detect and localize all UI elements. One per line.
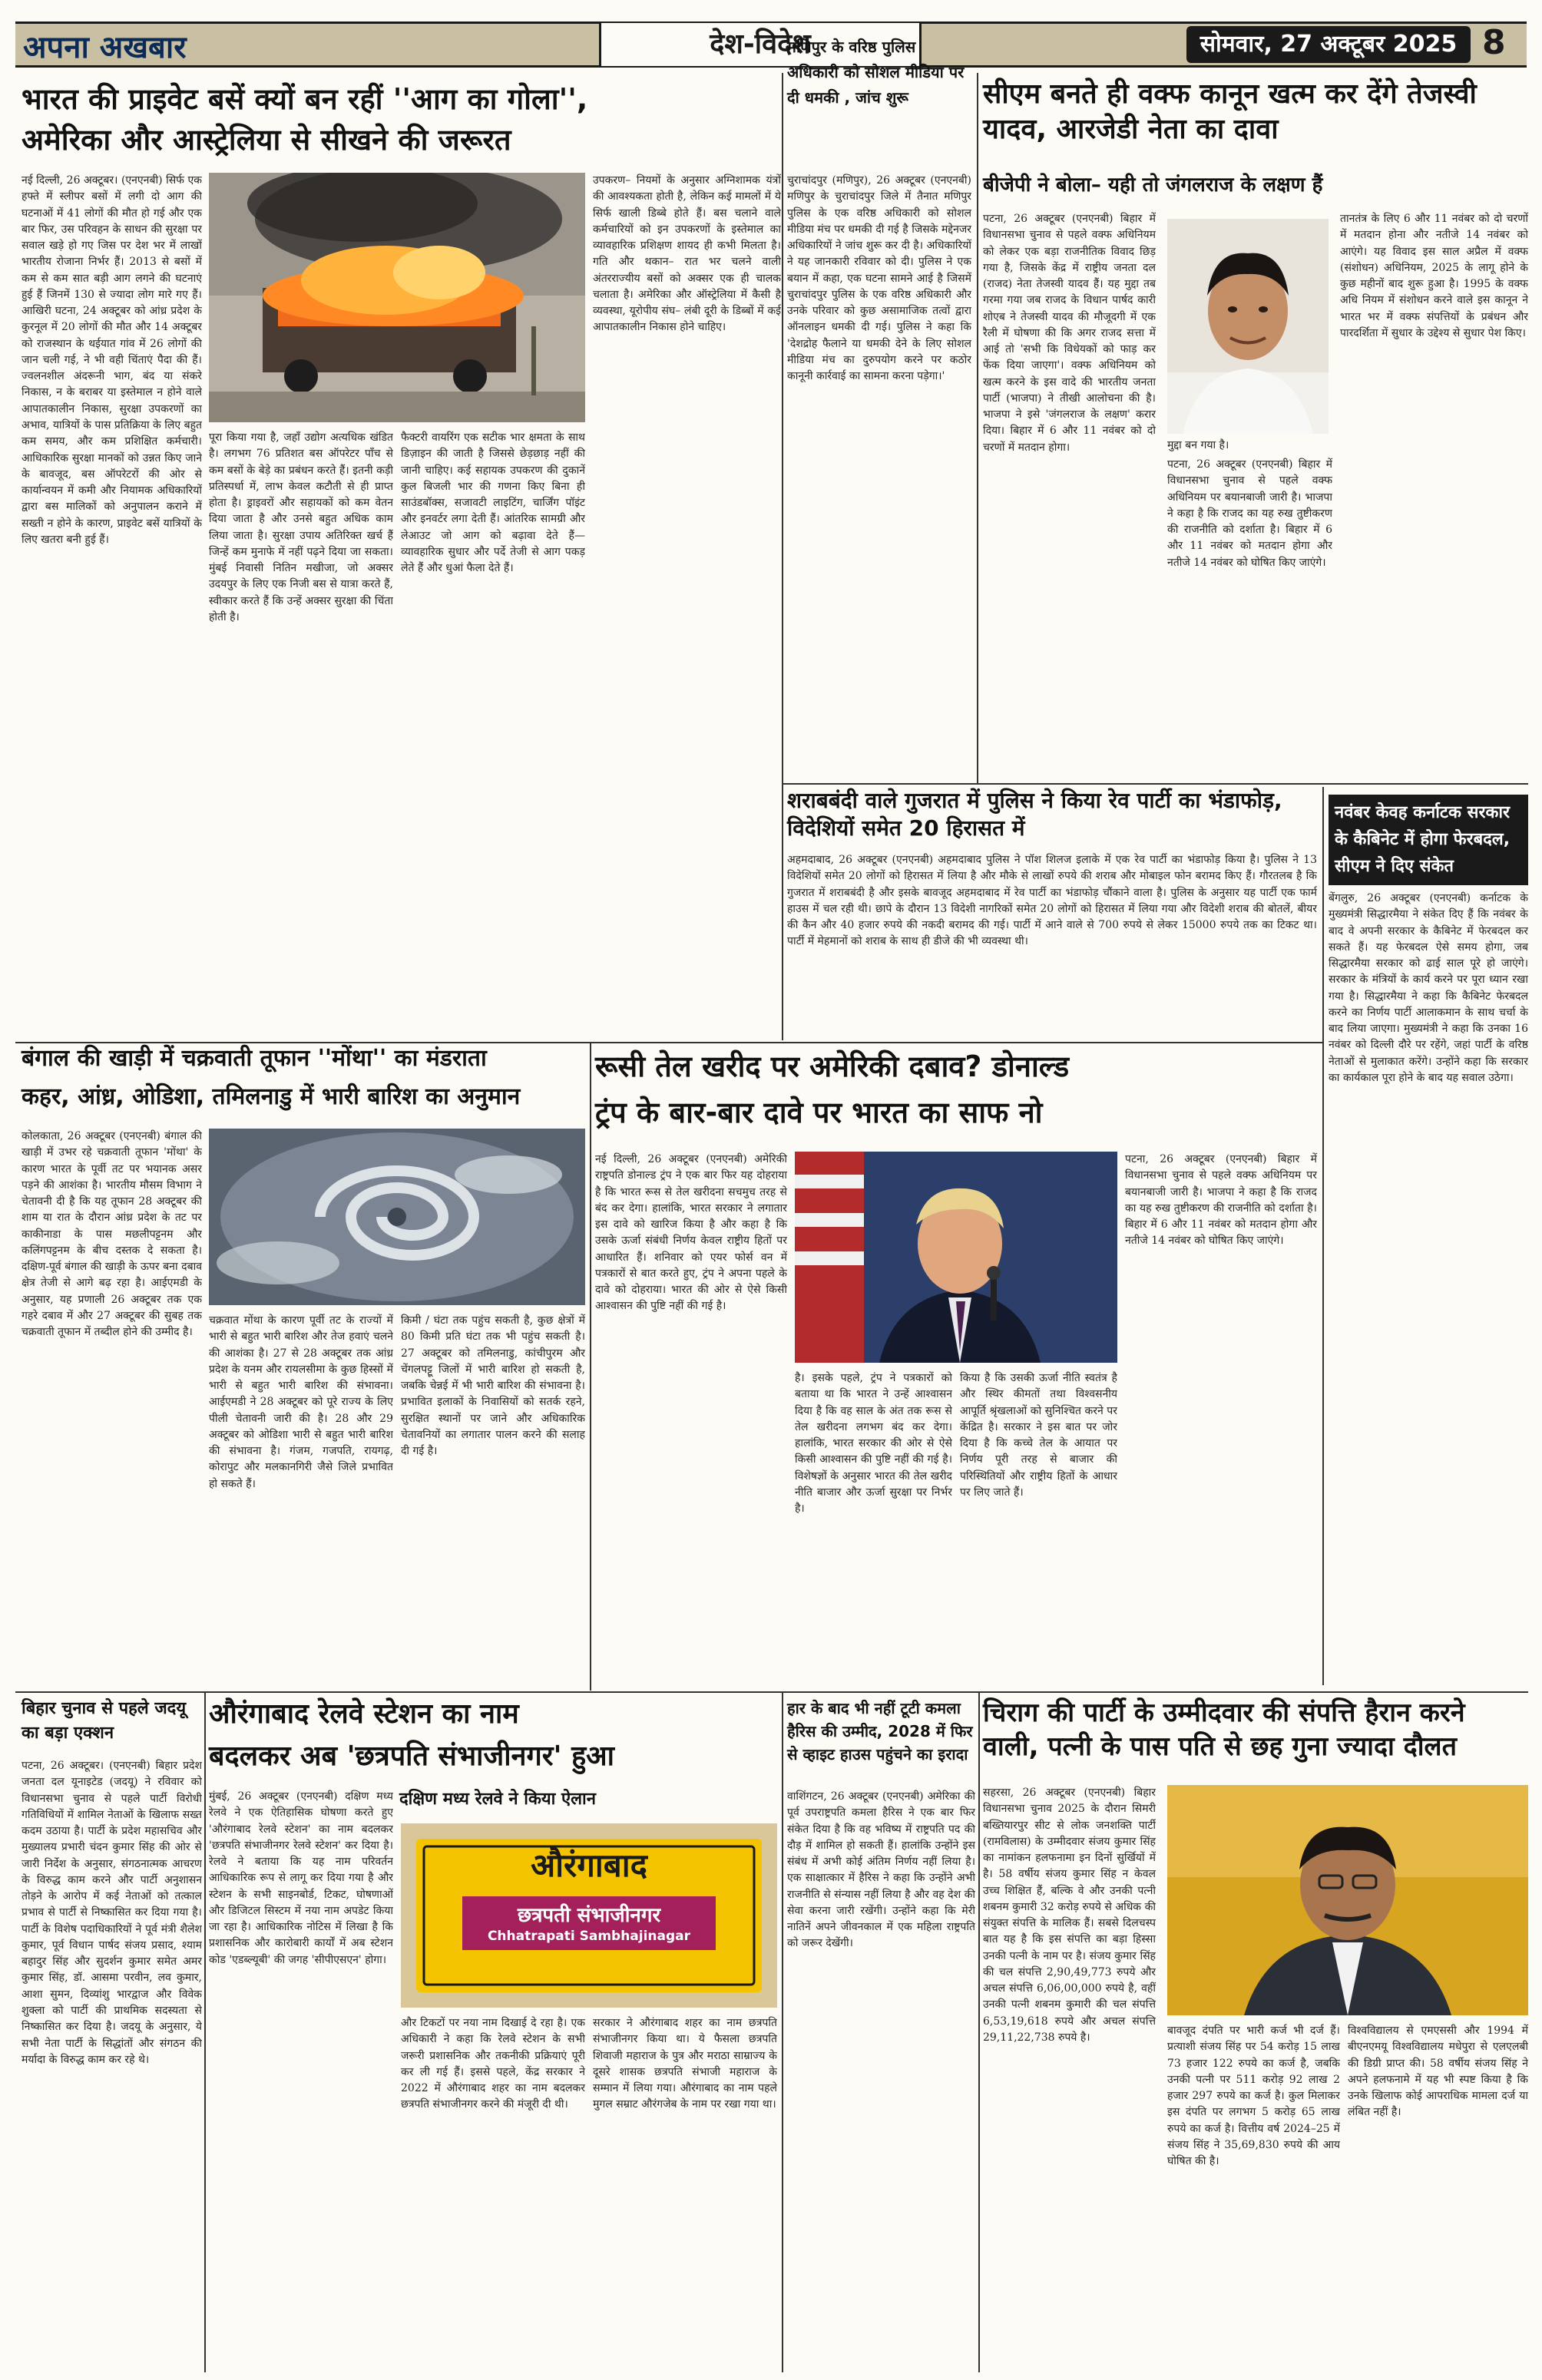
section-rule: [15, 1042, 591, 1043]
column-rule: [204, 1693, 206, 2372]
tejashwi-photo: [1167, 219, 1329, 434]
column-rule: [1322, 787, 1324, 1685]
article-russian-oil-body: नई दिल्ली, 26 अक्टूबर (एनएनबी) अमेरिकी राष्ट्रपति डोनाल्ड ट्रंप ने एक बार फिर यह दोहराया है कि भारत रूस से तेल खरीदना सचमुच तरह से बंद कर देगा। हालांकि, भारत सरकार ने लगातार इस दावे को खारिज किया है और कहा है कि उसके ऊर्जा संबंधी निर्णय केवल राष्ट्रीय हितों पर आधारित हैं। शनिवार को एयर फोर्स वन में पत्रकारों से बात करते हुए, ट्रंप ने अपना पहले के दावे को दोहराया। भारत की ओर से ऐसे किसी आश्वासन की पुष्टि नहीं की गई है।: [595, 1153, 787, 1313]
article-russian-oil-body-col2: है। इसके पहले, ट्रंप ने पत्रकारों को बताया था कि भारत ने उन्हें आश्वासन दिया है कि वह साल के अंत तक रूस से तेल खरीदना लगभग बंद कर देगा। हालांकि, भारत सरकार की ओर से ऐसे किसी आश्वासन की पुष्टि नहीं की गई है। विशेषज्ञों के अनुसार भारत की तेल खरीद नीति बाजार और ऊर्जा सुरक्षा पर निर्भर है।: [795, 1372, 952, 1516]
article-waqf-body-col3: तानतंत्र के लिए 6 और 11 नवंबर को दो चरणों में मतदान होना और नतीजे 14 नवंबर को आएंगे। यह विवाद इस साल अप्रैल में वक्फ (संशोधन) अधिनियम, 2025 के लागू होने के कुछ महीनों बाद शुरू हुआ है। 1995 के वक्फ अधि नियम में संशोधन करने वाले इस कानून ने भारत भर में वक्फ संपत्तियों के प्रबंधन और पारदर्शिता में सुधार के उद्देश्य से सुधार पेश किए।: [1340, 213, 1528, 339]
article-aurangabad-headline-2: बदलकर अब 'छत्रपति संभाजीनगर' हुआ: [209, 1740, 614, 1772]
article-cyclone-body: कोलकाता, 26 अक्टूबर (एनएनबी) बंगाल की खाड़ी में उभर रहे चक्रवाती तूफान 'मोंथा' के कारण भारत के पूर्वी तट पर भयानक असर पड़ने की आशंका है। भारतीय मौसम विभाग ने चेतावनी दी है कि यह तूफान 28 अक्टूबर की शाम या रात के दौरान आंध्र प्रदेश के तट पर काकीनाडा के पास मछलीपट्टनम और कलिंगपट्टनम के बीच दस्तक दे सकता है। दक्षिण-पूर्व बंगाल की खाड़ी के ऊपर बना दबाव क्षेत्र तेजी से आगे बढ़ रहा है। आईएमडी के अनुसार, यह प्रणाली 26 अक्टूबर तक एक गहरे दबाव में और 27 अक्टूबर की सुबह तक चक्रवाती तूफान में तब्दील होने की उम्मीद है।: [22, 1130, 202, 1339]
article-aurangabad-body: मुंबई, 26 अक्टूबर (एनएनबी) दक्षिण मध्य रेलवे ने एक ऐतिहासिक घोषणा करते हुए 'औरंगाबाद रेलवे स्टेशन' का नाम बदलकर 'छत्रपति संभाजीनगर रेलवे स्टेशन' कर दिया है। रेलवे ने बताया कि यह नाम परिवर्तन आधिकारिक रूप से लागू कर दिया गया है और स्टेशन के सभी साइनबोर्ड, टिकट, घोषणाओं और डिजिटल सिस्टम में नया नाम अपडेट किया जा रहा है। आधिकारिक नोटिस में लिखा है कि प्रशासनिक और कारोबारी कार्यों में अब स्टेशन कोड 'एडब्ल्यूबी' की जगह 'सीपीएसएन' होगा।: [209, 1790, 393, 1966]
article-assets-headline: चिराग की पार्टी के उम्मीदवार की संपत्ति हैरान करने वाली, पत्नी के पास पति से छह गुना ज्यादा दौलत: [983, 1697, 1465, 1762]
column-rule: [782, 1693, 783, 2372]
article-waqf-subhead: बीजेपी ने बोला– यही तो जंगलराज के लक्षण हैं: [983, 174, 1323, 197]
station-board-hindi: छत्रपती संभाजीनगर: [517, 1904, 661, 1927]
article-aurangabad-headline-1: औरंगाबाद रेलवे स्टेशन का नाम: [209, 1698, 519, 1730]
article-bus-fire-dateline: नई दिल्ली, 26 अक्टूबर। (एनएनबी): [22, 174, 163, 187]
bus-fire-photo: [209, 173, 585, 422]
article-assets-body-col3: विश्वविद्यालय से एमएससी और 1994 में बीएनएमयू विश्वविद्यालय मधेपुरा से एलएलबी की डिग्री प्राप्त की। 58 वर्षीय संजय सिंह ने अपने हलफनामे में यह भी स्पष्ट किया है कि उनके खिलाफ कोई आपराधिक मामला दर्ज या लंबित नहीं है।: [1348, 2025, 1528, 2119]
article-waqf-body-col2: पटना, 26 अक्टूबर (एनएनबी) बिहार में विधानसभा चुनाव से पहले वक्फ अधिनियम पर बयानबाजी जारी है। भाजपा ने कहा है कि राजद का यह रुख तुष्टीकरण की राजनीति को दर्शाता है। बिहार में 6 और 11 नवंबर को मतदान होगा और नतीजे 14 नवंबर को घोषित किए जाएंगे।: [1167, 458, 1332, 569]
article-gujarat-headline: शराबबंदी वाले गुजरात में पुलिस ने किया रेव पार्टी का भंडाफोड़, विदेशियों समेत 20 हिरासत में: [787, 788, 1282, 841]
article-manipur-body: चुराचांदपुर (मणिपुर), 26 अक्टूबर (एनएनबी) मणिपुर के चुराचांदपुर जिले में तैनात मणिपुर पुलिस के एक वरिष्ठ अधिकारी को सोशल मीडिया मंच पर धमकी दी गई है जिसके मद्देनजर अधिकारियों ने जांच शुरू कर दी है। अधिकारियों ने यह जानकारी रविवार को दी। पुलिस ने एक बयान में कहा, एक घटना सामने आई है जिसमें चुराचांदपुर पुलिस के एक वरिष्ठ अधिकारी और उनके परिवार को कुछ असामाजिक तत्वों द्वारा ऑनलाइन धमकी दी गई। पुलिस ने कहा कि 'देशद्रोह फैलाने या धमकी देने के लिए सोशल मीडिया मंच का दुरुपयोग करने पर कठोर कानूनी कार्रवाई का सामना करना पड़ेगा।': [787, 174, 971, 383]
article-assets-body: सहरसा, 26 अक्टूबर (एनएनबी) बिहार विधानसभा चुनाव 2025 के दौरान सिमरी बख्तियारपुर सीट से लोक जनशक्ति पार्टी (रामविलास) के उम्मीदवार संजय कुमार सिंह का नामांकन हलफनामा इन दिनों सुर्खियों में है। 58 वर्षीय संजय कुमार सिंह न केवल उच्च शिक्षित हैं, बल्कि वे और उनकी पत्नी शबनम कुमारी 32 करोड़ रुपये से अधिक की संयुक्त संपत्ति के मालिक हैं। सबसे दिलचस्प बात यह है कि इस संपत्ति का बड़ा हिस्सा उनकी पत्नी के नाम पर है। संजय कुमार सिंह की चल संपत्ति 2,90,49,773 रुपये और अचल संपत्ति 6,06,00,000 रुपये है, वहीं उनकी पत्नी शबनम कुमारी की चल संपत्ति 6,53,19,618 रुपये और अचल संपत्ति 29,11,22,738 रुपये है।: [983, 1787, 1156, 2044]
tejashwi-photo-caption: मुद्दा बन गया है।: [1167, 439, 1229, 451]
article-gujarat-body: अहमदाबाद, 26 अक्टूबर (एनएनबी) अहमदाबाद पुलिस ने पॉश शिलज इलाके में एक रेव पार्टी का भंडाफोड़ किया है। पुलिस ने 13 विदेशियों समेत 20 लोगों को हिरासत में लिया है और मौके से लाखों रुपये की शराब और मोबाइल फोन बरामद किए हैं। गौरतलब है कि गुजरात में शराबबंदी है और इसके बावजूद अहमदाबाद में रेव पार्टी का भंडाफोड़ चौंकाने वाला है। पुलिस के अनुसार यह पार्टी एक फार्म हाउस में चल रही थी। छापे के दौरान 13 विदेशी नागरिकों समेत 20 लोगों को हिरासत में लिया गया और विदेशी शराब की बोतलें, बीयर की कैन और 40 हजार रुपये की नकदी बरामद की गई। पार्टी में आने वाले से 700 रुपये से लेकर 15000 रुपये तक का टिकट था। पार्टी में मेहमानों को शराब के साथ ही डीजे की भी व्यवस्था थी।: [787, 854, 1317, 948]
section-name: देश-विदेश: [599, 23, 922, 66]
article-waqf-body: पटना, 26 अक्टूबर (एनएनबी) बिहार में विधानसभा चुनाव से पहले वक्फ अधिनियम को लेकर एक बड़ा राजनीतिक विवाद छिड़ गया है, जिसके केंद्र में राष्ट्रीय जनता दल (राजद) नेता तेजस्वी यादव हैं। यह मुद्दा तब गरमा गया जब राजद के विधान पार्षद कारी शोएब ने तेजस्वी यादव की मौजूदगी में एक रैली में घोषणा की कि अगर राजद सत्ता में आई तो 'सभी कि विधेयकों को फाड़ कर फेंक दिया जाएगा'। वक्फ अधिनियम को खत्म करने के इस वादे की भारतीय जनता पार्टी (भाजपा) ने तीखी आलोचना की है। भाजपा ने इसे 'जंगलराज के लक्षण' करार दिया। बिहार में 6 और 11 नवंबर को दो चरणों में मतदान होगा।: [983, 213, 1156, 454]
article-karnataka-headline: नवंबर केवह कर्नाटक सरकार के कैबिनेट में होगा फेरबदल, सीएम ने दिए संकेत: [1329, 795, 1528, 885]
article-bus-fire-headline-2: अमेरिका और आस्ट्रेलिया से सीखने की जरूरत: [22, 123, 511, 157]
article-cyclone-headline-2: कहर, आंध्र, ओडिशा, तमिलनाडु में भारी बारिश का अनुमान: [22, 1083, 521, 1110]
article-aurangabad-subhead: दक्षिण मध्य रेलवे ने किया ऐलान: [399, 1790, 596, 1809]
article-harris-headline: हार के बाद भी नहीं टूटी कमला हैरिस की उम्मीद, 2028 में फिर से व्हाइट हाउस पहुंचने का इरादा: [787, 1699, 973, 1764]
article-jdu-body: पटना, 26 अक्टूबर। (एनएनबी) बिहार प्रदेश जनता दल यूनाइटेड (जदयू) ने रविवार को विधानसभा चुनाव से पहले पार्टी विरोधी गतिविधियों में शामिल नेताओं के खिलाफ सख्त कदम उठाया है। पार्टी के प्रदेश महासचिव और मुख्यालय प्रभारी चंदन कुमार सिंह की ओर से जारी निर्देश के अनुसार, संगठनात्मक आचरण के विरुद्ध काम करने और पार्टी अनुशासन तोड़ने के आरोप में कई नेताओं को तत्काल प्रभाव से पार्टी से निष्कासित कर दिया गया है। पार्टी के विशेष पदाधिकारियों ने पूर्व मंत्री शैलेश कुमार, पूर्व विधान पार्षद संजय प्रसाद, श्याम बहादुर सिंह और सुदर्शन कुमार समेत अमर कुमार सिंह, डॉ. आसमा परवीन, लव कुमार, आशा सुमन, दिव्यांशु भारद्वाज और विवेक शुक्ला को पार्टी की प्राथमिक सदस्यता से निष्कासित कर दिया है। जदयू के अनुसार, ये सभी नेता पार्टी के सिद्धांतों और संगठन की मर्यादा के विरुद्ध काम कर रहे थे।: [22, 1760, 202, 2066]
page-number: 8: [1482, 23, 1506, 62]
article-bus-fire-body-col2: पूरा किया गया है, जहाँ उद्योग अत्यधिक खंडित है। लगभग 76 प्रतिशत बस ऑपरेटर पाँच से कम बसों के बेड़े का प्रबंधन करते हैं। इतनी कड़ी प्रतिस्पर्धा में, लाभ केवल कटौती से ही प्राप्त होता है। ड्राइवरों और सहायकों को कम वेतन दिया जाता है और उनसे बहुत अधिक काम लिया जाता है। सुरक्षा उपाय अतिरिक्त खर्च हैं जिन्हें कम मुनाफे में नहीं पढ़ने दिया जा सकता। मुंबई निवासी नितिन मखीजा, जो अक्सर उदयपुर के लिए एक निजी बस से यात्रा करते हैं, स्वीकार करते हैं कि उन्हें अक्सर सुरक्षा की चिंता होती है।: [209, 431, 393, 623]
section-rule: [15, 1691, 1528, 1693]
column-rule: [978, 1693, 980, 2372]
article-aurangabad-body-col3: सरकार ने औरंगाबाद शहर का नाम छत्रपति संभाजीनगर किया था। ये फैसला छत्रपति शिवाजी महाराज के पुत्र और मराठा साम्राज्य के दूसरे शासक छत्रपति संभाजी महाराज के सम्मान में लिया गया। औरंगाबाद का नाम पहले मुगल सम्राट औरंगजेब के नाम पर रखा गया था।: [593, 2017, 777, 2111]
article-jdu-headline: बिहार चुनाव से पहले जदयू का बड़ा एक्शन: [22, 1699, 187, 1743]
article-bus-fire-headline-1: भारत की प्राइवेट बसें क्यों बन रहीं ''आग का गोला'',: [22, 82, 588, 116]
article-cyclone-headline-1: बंगाल की खाड़ी में चक्रवाती तूफान ''मोंथा'' का मंडराता: [22, 1045, 487, 1072]
candidate-photo: [1167, 1785, 1528, 2015]
article-russian-oil-body-col4: पटना, 26 अक्टूबर (एनएनबी) बिहार में विधानसभा चुनाव से पहले वक्फ अधिनियम पर बयानबाजी जारी है। भाजपा ने कहा है कि राजद का यह रुख तुष्टीकरण की राजनीति को दर्शाता है। बिहार में 6 और 11 नवंबर को मतदान होगा और नतीजे 14 नवंबर को घोषित किए जाएंगे।: [1125, 1153, 1317, 1248]
section-rule: [783, 783, 1528, 785]
article-cyclone-body-col2: चक्रवात मोंथा के कारण पूर्वी तट के राज्यों में भारी से बहुत भारी बारिश और तेज हवाएं चलने की आशंका है। 27 से 28 अक्टूबर तक आंध्र प्रदेश के यनम और रायलसीमा के कुछ हिस्सों में भारी से बहुत भारी बारिश की संभावना। आईएमडी ने 28 अक्टूबर को पूरे राज्य के लिए पीली चेतावनी जारी की है। 28 और 29 अक्टूबर को ओडिशा भारी से बहुत भारी बारिश की संभावना है। गंजम, गजपति, रायगढ़, कोरापुट और मलकानगिरी जैसे जिले प्रभावित हो सकते हैं।: [209, 1314, 393, 1490]
article-russian-oil-headline-1: रूसी तेल खरीद पर अमेरिकी दबाव? डोनाल्ड: [595, 1050, 1070, 1083]
station-board-english: Chhatrapati Sambhajinagar: [487, 1929, 691, 1944]
article-russian-oil-headline-2: ट्रंप के बार-बार दावे पर भारत का साफ नो: [595, 1096, 1043, 1129]
column-rule: [977, 73, 978, 783]
article-karnataka-body: बेंगलुरु, 26 अक्टूबर (एनएनबी) कर्नाटक के मुख्यमंत्री सिद्धारमैया ने संकेत दिए हैं कि नवंबर के बाद वे अपनी सरकार के कैबिनेट में फेरबदल कर सकते हैं। यह फेरबदल ऐसे समय होगा, जब सिद्धारमैया सरकार को ढाई साल पूरे हो जाएंगे। सरकार के मंत्रियों के कार्य करने पर पूरा ध्यान रखा गया है। सिद्धारमैया ने कहा कि कैबिनेट फेरबदल करने का निर्णय पार्टी आलाकमान के साथ चर्चा के बाद लिया जाएगा। मुख्यमंत्री ने कहा कि उनका 16 नवंबर को दिल्ली दौरे पर रहेंगे, जहां पार्टी के वरिष्ठ नेताओं से मुलाकात करेंगे। उन्होंने कहा कि सरकार का कार्यकाल पूरा होने के बाद यह सवाल उठेगा।: [1329, 892, 1528, 1084]
column-rule: [590, 1042, 591, 1691]
article-assets-body-col2: बावजूद दंपति पर भारी कर्ज भी दर्ज हैं। प्रत्याशी संजय सिंह पर 54 करोड़ 15 लाख 73 हजार 122 रुपये का कर्ज है, जबकि उनकी पत्नी पर 511 करोड़ 92 लाख 2 हजार 297 रुपये का कर्ज है। कुल मिलाकर इस दंपति पर लगभग 5 करोड़ 65 लाख रुपये का कर्ज है। वित्तीय वर्ष 2024–25 में संजय सिंह ने 35,69,830 रुपये की आय घोषित की है।: [1167, 2025, 1340, 2168]
article-harris-body: वाशिंगटन, 26 अक्टूबर (एनएनबी) अमेरिका की पूर्व उपराष्ट्रपति कमला हैरिस ने एक बार फिर संकेत दिया है कि वह भविष्य में राष्ट्रपति पद की दौड़ में शामिल हो सकती हैं। हालांकि उन्होंने इस संबंध में अभी कोई अंतिम निर्णय नहीं लिया है। एक साक्षात्कार में हैरिस ने कहा कि उन्होंने अभी राजनीति से संन्यास नहीं लिया है और वह देश की सेवा करना जारी रखेंगी। उन्होंने कहा कि मेरी नातिनें अपने जीवनकाल में एक महिला राष्ट्रपति को जरूर देखेंगी।: [787, 1790, 975, 1950]
column-rule: [782, 73, 783, 1040]
article-manipur-headline: मणिपुर के वरिष्ठ पुलिस अधिकारी को सोशल मीडिया पर दी धमकी , जांच शुरू: [787, 38, 965, 107]
article-bus-fire-body-col3: फैक्टरी वायरिंग एक सटीक भार क्षमता के साथ डिज़ाइन की जाती है जिससे छेड़छाड़ नहीं की जानी चाहिए। कई सहायक उपकरण की दुकानें कुल बिजली भार की गणना किए बिना ही साउंडबॉक्स, सजावटी लाइटिंग, चार्जिंग पॉइंट और इनवर्टर लगा देती हैं। आंतरिक सामग्री और लेआउट जो आग को बढ़ावा देते हैं— व्यावहारिक सुधार और पर्दे तेजी से आग पकड़ लेते हैं और धुआं फैला देते हैं।: [401, 431, 585, 575]
section-rule: [591, 1042, 1322, 1043]
newspaper-name: अपना अखबार: [23, 30, 187, 65]
article-cyclone-body-col3: किमी / घंटा तक पहुंच सकती है, कुछ क्षेत्रों में 80 किमी प्रति घंटा तक भी पहुंच सकती है। 27 अक्टूबर को तमिलनाडु, कांचीपुरम और चेंगलपट्टू जिलों में भारी बारिश हो सकती है, जबकि चेन्नई में भी भारी बारिश की संभावना है। प्रभावित इलाकों के निवासियों को सतर्क रहने, सुरक्षित स्थानों पर जाने और अधिकारिक चेतावनियों का लगातार पालन करने की सलाह दी गई है।: [401, 1314, 585, 1458]
trump-photo: [795, 1152, 1117, 1363]
article-bus-fire-body: [22, 173, 202, 1040]
article-bus-fire-body-col4: उपकरण– नियमों के अनुसार अग्निशामक यंत्रों की आवश्यकता होती है, लेकिन कई मामलों में ये सिर्फ खाली डिब्बे होते हैं। बस चलाने वाले कर्मचारियों को इन उपकरणों के इस्तेमाल का व्यावहारिक प्रशिक्षण शायद ही कभी मिलता है। गति और थकान– रात भर चलने वाली अंतरराज्यीय बसों को अक्सर एक ही चालक चलाता है। अमेरिका और ऑस्ट्रेलिया में कैसी है व्यवस्था, यूरोपीय संघ– लंबी दूरी के डिब्बों में कई आपातकालीन निकास होने चाहिए।: [593, 174, 781, 334]
article-waqf-headline: सीएम बनते ही वक्फ कानून खत्म कर देंगे तेजस्वी यादव, आरजेडी नेता का दावा: [983, 78, 1477, 146]
issue-date: सोमवार, 27 अक्टूबर 2025: [1186, 26, 1471, 63]
cyclone-satellite-photo: [209, 1129, 585, 1305]
article-aurangabad-body-col2: और टिकटों पर नया नाम दिखाई दे रहा है। एक अधिकारी ने कहा कि रेलवे स्टेशन के सभी जरूरी प्रशासनिक और तकनीकी प्रक्रियाएं पूरी कर ली गई हैं। इससे पहले, केंद्र सरकार ने 2022 में औरंगाबाद शहर का नाम बदलकर छत्रपति संभाजीनगर करने की मंजूरी दी थी।: [401, 2017, 585, 2111]
article-russian-oil-body-col3: किया है कि उसकी ऊर्जा नीति स्वतंत्र है और स्थिर कीमतों तथा विश्वसनीय आपूर्ति श्रृंखलाओं को सुनिश्चित करने पर केंद्रित है। सरकार ने इस बात पर जोर दिया है कि कच्चे तेल के आयात पर निर्णय पूरी तरह से बाजार की परिस्थितियों और राष्ट्रीय हितों के आधार पर लिए जाते हैं।: [960, 1372, 1117, 1499]
station-board-title: औरंगाबाद: [531, 1846, 647, 1884]
article-bus-fire-text: सिर्फ एक हफ्ते में स्लीपर बसों में लगी दो आग की घटनाओं में 41 लोगों की मौत हो गई और एक बार फिर, उस परिवहन के साधन की सुरक्षा पर सवाल खड़े हो गए जिस पर देश भर में लाखों भारतीय रोजाना निर्भर हैं। 2013 से बसों में कम से कम सात बड़ी आग लगने की घटनाएं हुई हैं जिनमें 130 से ज्यादा लोग मारे गए हैं। आखिरी घटना, 24 अक्टूबर को आंध्र प्रदेश के कुरनूल में 20 लोगों की मौत और 14 अक्टूबर को राजस्थान के थईयात गांव में 26 लोगों की जान चली गई, ने भी वही चिंताएं पैदा की हैं। ज्वलनशील अंदरूनी भाग, बंद या संकरे निकास, न के बराबर या इस्तेमाल न होने वाले आपातकालीन निकास, सुरक्षा उपकरणों का अभाव, यात्रियों के पास प्रतिक्रिया के लिए बहुत कम समय, और कम प्रशिक्षित कर्मचारी। आधिकारिक सुरक्षा मानकों को उन्नत किए जाने के बावजूद, बस ऑपरेटरों की ओर से कार्यान्वयन में कमी और नियामक अधिकारियों द्वारा बस मालिकों को अनुपालन कराने में सख्ती न होने के कारण, प्राइवेट बसें यात्रियों के लिए खतरा बनी हुई हैं।: [22, 174, 202, 546]
